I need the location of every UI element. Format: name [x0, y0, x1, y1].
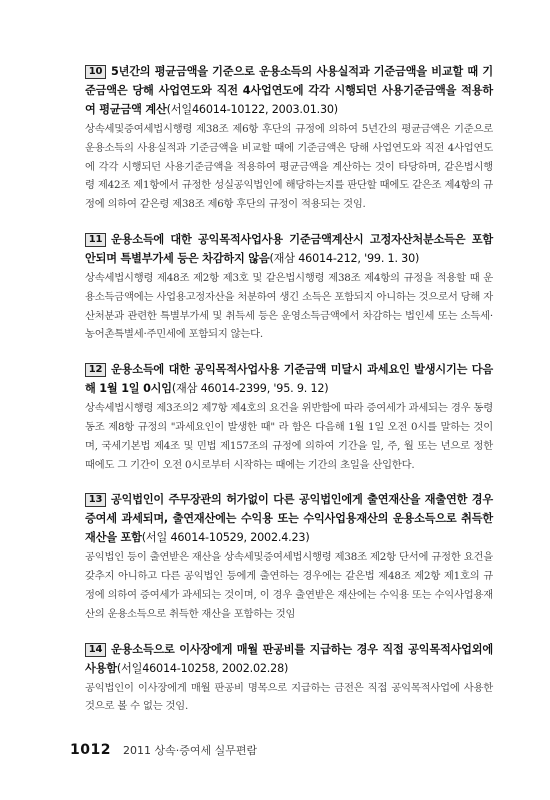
page-number: 1012 — [70, 742, 111, 758]
entry-body: 공익법인 등이 출연받은 재산을 상속세및증여세법시행령 제38조 제2항 단서에 규정한 요건을 갖추지 아니하고 다른 공익법인 등에게 출연하는 경우에는 같은법 제48조 제2항 제1호의 규정에 의하여 증여세가 과세되는 것이며, 이 경우 출연받은 재산에는 수익용 또는 수익사업용재산의 운용소득으로 취득한 재산을 포함하는 것임 — [85, 551, 493, 620]
document-content — [85, 62, 493, 732]
entry-reference: (서일 46014-10529, 2002.4.23) — [141, 531, 310, 545]
entry-number-badge: 11 — [85, 233, 106, 247]
entry-number-badge: 12 — [85, 363, 106, 377]
entry-reference: (재삼 46014-212, '99. 1. 30) — [269, 251, 420, 265]
entry-number-badge: 14 — [85, 643, 106, 657]
entry-number-badge: 10 — [85, 65, 106, 79]
entry-title-text: 운용소득에 대한 공익목적사업사용 기준금액 미달시 과세요인 발생시기는 다음해 1월 1일 0시임 — [85, 363, 493, 396]
entry-number-badge: 13 — [85, 493, 106, 507]
entry-reference: (서일46014-10258, 2002.02.28) — [116, 661, 289, 675]
entry-title — [85, 230, 493, 268]
ruling-entry-12 — [85, 360, 493, 474]
ruling-entry-14 — [85, 640, 493, 717]
entry-body: 상속세법시행령 제3조의2 제7항 제4호의 요건을 위반함에 따라 증여세가 과세되는 경우 동령 동조 제8항 규정의 "과세요인이 발생한 때" 라 함은 다음해 1월 1일 오전 0시를 말하는 것이며, 국세기본법 제4조 및 민법 제157조의 규정에 의하여 기간을 일, 주, 월 또는 년으로 정한 때에도 그 기간이 오전 0시로부터 시작하는 때에는 기간의 초일을 산입한다. — [85, 402, 493, 471]
entry-body: 상속세법시행령 제48조 제2항 제3호 및 같은법시행령 제38조 제4항의 규정을 적용할 때 운용소득금액에는 사업용고정자산을 처분하여 생긴 소득은 포함되지 아니하는 것으로서 당해 자산처분과 관련한 특별부가세 및 취득세 등은 운영소득금액에서 차감하는 법인세 또는 소득세·농어촌특별세·주민세에 포함되지 않는다. — [85, 271, 493, 341]
ruling-entry-13 — [85, 490, 493, 623]
page-footer — [70, 742, 257, 758]
entry-title-text: 운용소득에 대한 공익목적사업사용 기준금액계산시 고정자산처분소득은 포함 안되며 특별부가세 등은 차감하지 않음 — [85, 232, 493, 265]
entry-reference: (재삼 46014-2399, '95. 9. 12) — [171, 382, 329, 396]
entry-reference: (서일46014-10122, 2003.01.30) — [166, 103, 338, 116]
entry-title-text: 공익법인이 주무장관의 허가없이 다른 공익법인에게 출연재산을 재출연한 경우 증여세 과세되며, 출연재산에는 수익용 또는 수익사업용재산의 운용소득으로 취득한 재산을 포함 — [85, 493, 493, 545]
entry-title — [85, 640, 493, 678]
entry-title — [85, 360, 493, 398]
entry-title — [85, 490, 493, 547]
ruling-entry-10 — [85, 62, 493, 214]
entry-body: 공익법인이 이사장에게 매월 판공비 명목으로 지급하는 금전은 직접 공익목적사업에 사용한 것으로 볼 수 없는 것임. — [85, 681, 493, 713]
book-title: 2011 상속·증여세 실무편람 — [122, 744, 258, 757]
entry-body: 상속세및증여세법시행령 제38조 제6항 후단의 규정에 의하여 5년간의 평균금액은 기준으로 운용소득의 사용실적과 기준금액을 비교할 때에 기준금액은 당해 사업연도와 직전 4사업연도에 각각 시행되던 사용기준금액을 적용하여 평균금액을 계산하는 것이 타당하며, 같은법시행령 제42조 제1항에서 규정한 성실공익법인에 해당하는지를 판단할 때에도 같은조 제4항의 규정에 의하여 같은령 제38조 제6항 후단의 규정이 적용되는 것임. — [85, 123, 493, 211]
entry-title-text: 5년간의 평균금액을 기준으로 운용소득의 사용실적과 기준금액을 비교할 때 기준금액은 당해 사업연도와 직전 4사업연도에 각각 시행되던 사용기준금액을 적용하여 평균금액 계산 — [85, 65, 493, 116]
entry-title-text: 운용소득으로 이사장에게 매월 판공비를 지급하는 경우 직접 공익목적사업외에 사용함 — [85, 642, 493, 675]
ruling-entry-11 — [85, 230, 493, 344]
entry-title — [85, 62, 493, 119]
